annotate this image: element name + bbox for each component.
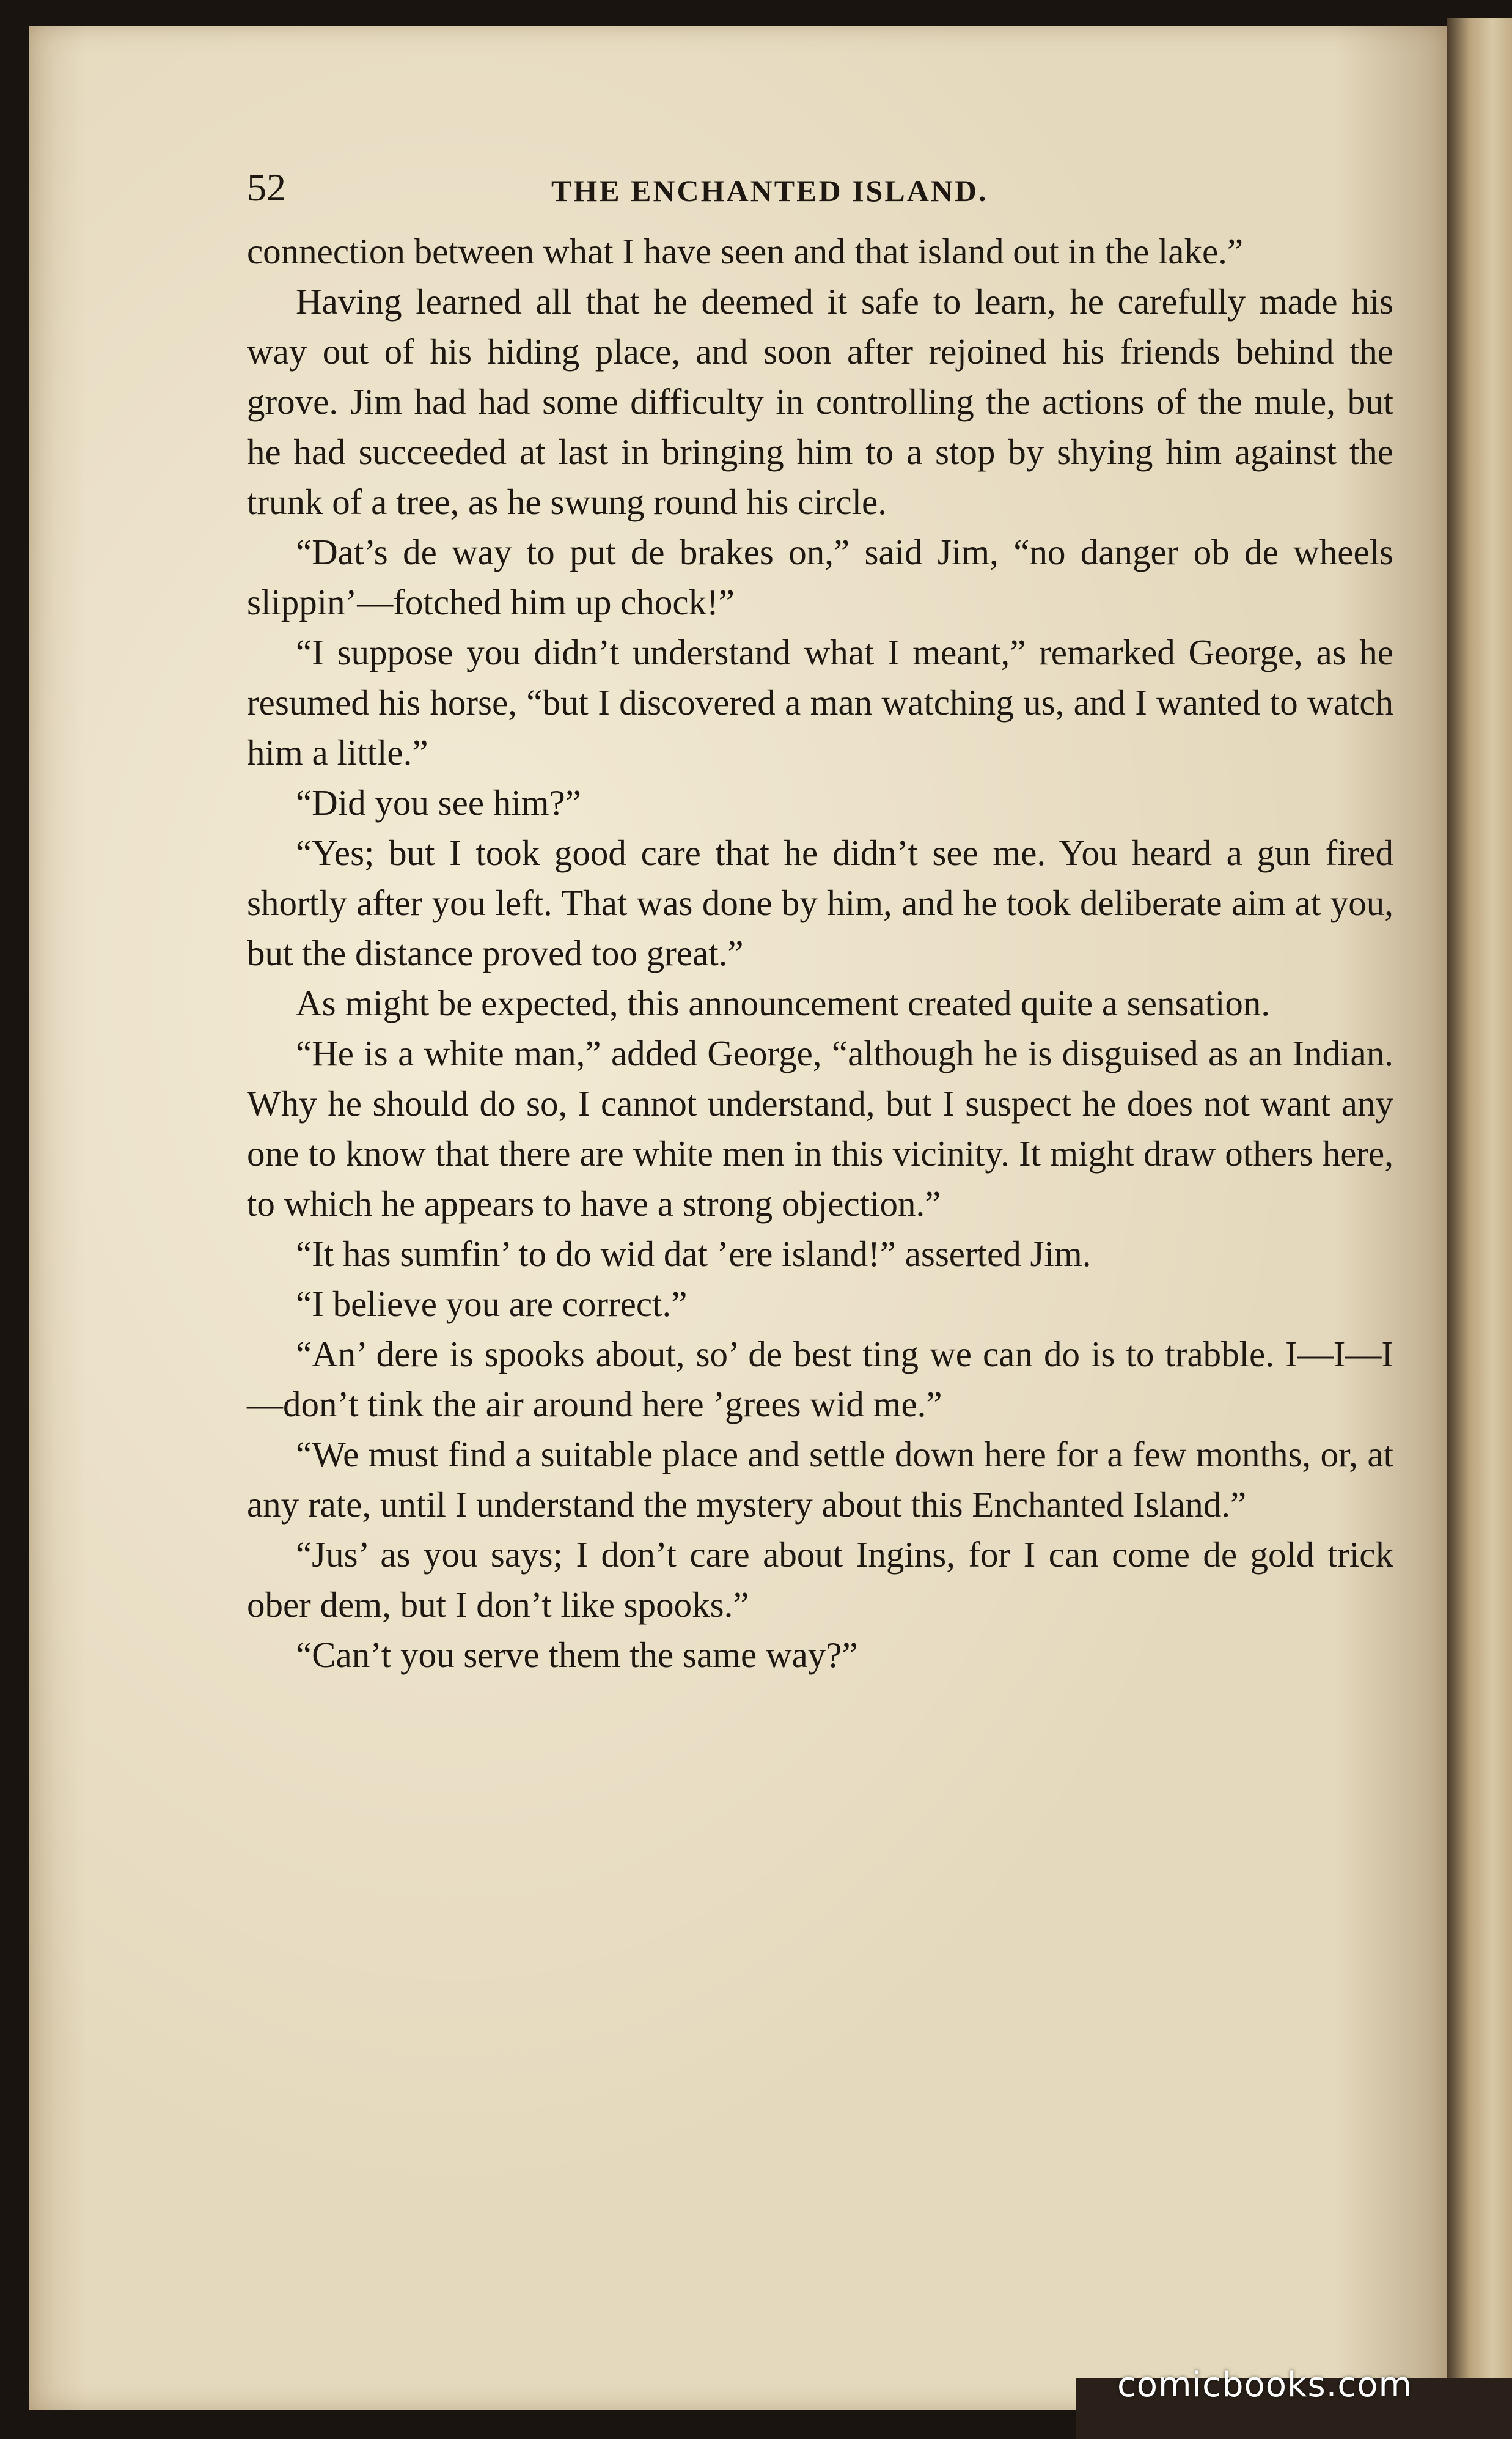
body-text (247, 226, 1393, 1680)
paragraph: “I suppose you didn’t understand what I meant,” remarked George, as he resumed his horse, “but I discovered a man watching us, and I wanted to watch him a little.” (247, 632, 1393, 773)
paragraph: “An’ dere is spooks about, so’ de best ting we can do is to trabble. I—I—I—don’t tink the air around here ’grees wid me.” (247, 1334, 1393, 1424)
page-header (247, 160, 1393, 215)
paragraph: “Yes; but I took good care that he didn’t see me. You heard a gun fired shortly after you left. That was done by him, and he took deliberate aim at you, but the distance proved too great.” (247, 833, 1393, 973)
watermark-text: comicbooks.com (1117, 2365, 1413, 2405)
paragraph: “Jus’ as you says; I don’t care about Ingins, for I can come de gold trick ober dem, but I don’t like spooks.” (247, 1534, 1393, 1625)
paragraph: connection between what I have seen and that island out in the lake.” (247, 231, 1244, 271)
paragraph: “We must find a suitable place and settle down here for a few months, or, at any rate, until I understand the mystery about this Enchanted Island.” (247, 1434, 1393, 1525)
paragraph: As might be expected, this announcement created quite a sensation. (296, 983, 1271, 1023)
paragraph: “I believe you are correct.” (296, 1284, 688, 1324)
page-number: 52 (247, 166, 286, 209)
paragraph: “Can’t you serve them the same way?” (296, 1635, 858, 1675)
paragraph: “It has sumfin’ to do wid dat ’ere island!” asserted Jim. (296, 1234, 1092, 1274)
paragraph: Having learned all that he deemed it safe to learn, he carefully made his way out of his hiding place, and soon after rejoined his friends behind the grove. Jim had had some difficulty in controlling the actions of the mule, but he had succeeded at last in bringing him to a stop by shying him against the trunk of a tree, as he swung round his circle. (247, 281, 1393, 522)
paragraph: “Did you see him?” (296, 782, 581, 823)
book-spine (1447, 18, 1512, 2439)
paragraph: “Dat’s de way to put de brakes on,” said Jim, “no danger ob de wheels slippin’—fotched him up chock!” (247, 532, 1393, 622)
paragraph: “He is a white man,” added George, “although he is disguised as an Indian. Why he should do so, I cannot understand, but I suspect he does not want any one to know that there are white men in this vicinity. It might draw others here, to which he appears to have a strong objection.” (247, 1033, 1393, 1224)
running-title: THE ENCHANTED ISLAND. (551, 174, 988, 208)
